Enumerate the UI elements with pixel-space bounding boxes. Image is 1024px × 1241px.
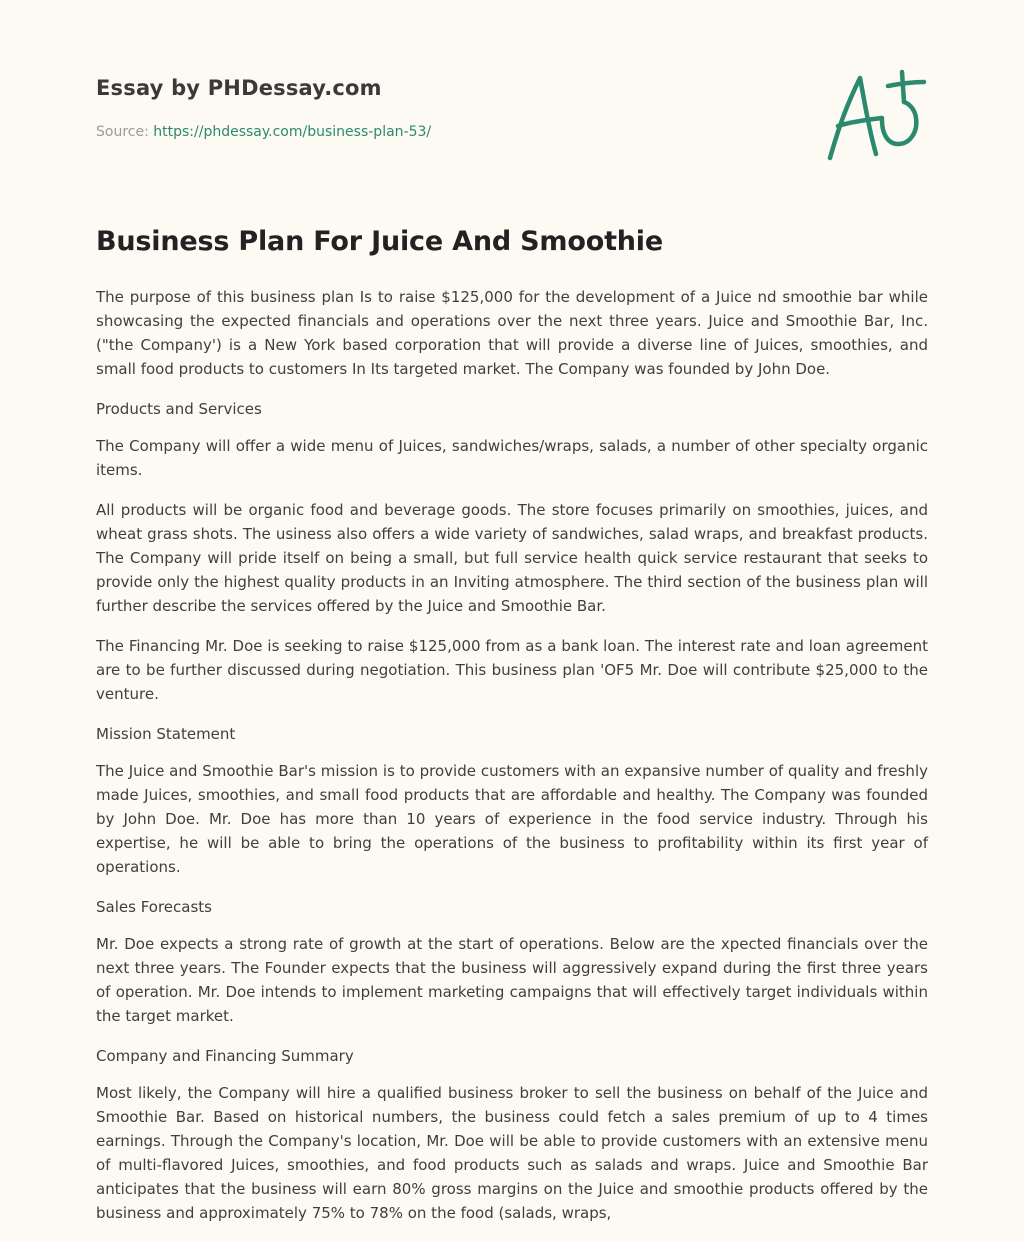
section-heading-sales: Sales Forecasts <box>96 898 212 916</box>
source-link[interactable]: https://phdessay.com/business-plan-53/ <box>153 124 432 140</box>
essay-paragraph: The Company will offer a wide menu of Juices, sandwiches/wraps, salads, a number of other specialty organic items. <box>96 437 928 479</box>
essay-paragraph: The Financing Mr. Doe is seeking to raise $125,000 from as a bank loan. The interest rate and loan agreement are to be further discussed during negotiation. This business plan 'OF5 Mr. Doe will contribute $25,000 to the venture. <box>96 637 928 703</box>
section-heading-products: Products and Services <box>96 400 262 418</box>
essay-paragraph: All products will be organic food and beverage goods. The store focuses primarily on smoothies, juices, and wheat grass shots. The usiness also offers a wide variety of sandwiches, salad wraps, and breakfast products. The Company will pride itself on being a small, but full service health quick service restaurant that seeks to provide only the highest quality products in an Inviting atmosphere. The third section of the business plan will further describe the services offered by the Juice and Smoothie Bar. <box>96 501 928 615</box>
section-heading-mission: Mission Statement <box>96 725 236 743</box>
essay-paragraph: The Juice and Smoothie Bar's mission is to provide customers with an expansive number of quality and freshly made Juices, smoothies, and small food products that are affordable and healthy. The Company was founded by John Doe. Mr. Doe has more than 10 years of experience in the food service industry. Through his expertise, he will be able to bring the operations of the business to profitability within its first year of operations. <box>96 762 928 876</box>
source-line <box>96 124 431 140</box>
essay-body <box>96 285 928 1241</box>
essay-paragraph: Mr. Doe expects a strong rate of growth at the start of operations. Below are the xpected financials over the next three years. The Founder expects that the business will aggressively expand during the first three years of operation. Mr. Doe intends to implement marketing campaigns that will effectively target individuals within the target market. <box>96 935 928 1025</box>
essay-title: Business Plan For Juice And Smoothie <box>96 226 663 257</box>
essay-paragraph: Most likely, the Company will hire a qualified business broker to sell the business on behalf of the Juice and Smoothie Bar. Based on historical numbers, the business could fetch a sales premium of up to 4 times earnings. Through the Company's location, Mr. Doe will be able to provide customers with an extensive menu of multi-flavored Juices, smoothies, and food products such as salads and wraps. Juice and Smoothie Bar anticipates that the business will earn 80% gross margins on the Juice and smoothie products offered by the business and approximately 75% to 78% on the food (salads, wraps, <box>96 1084 928 1222</box>
essay-paragraph: The purpose of this business plan Is to raise $125,000 for the development of a Juice nd smoothie bar while showcasing the expected financials and operations over the next three years. Juice and Smoothie Bar, Inc. ("the Company') is a New York based corporation that will provide a diverse line of Juices, smoothies, and small food products to customers In Its targeted market. The Company was founded by John Doe. <box>96 288 928 378</box>
site-title: Essay by PHDessay.com <box>96 76 382 100</box>
a-plus-grade-icon <box>824 68 928 164</box>
source-label: Source: <box>96 124 149 140</box>
section-heading-summary: Company and Financing Summary <box>96 1047 354 1065</box>
